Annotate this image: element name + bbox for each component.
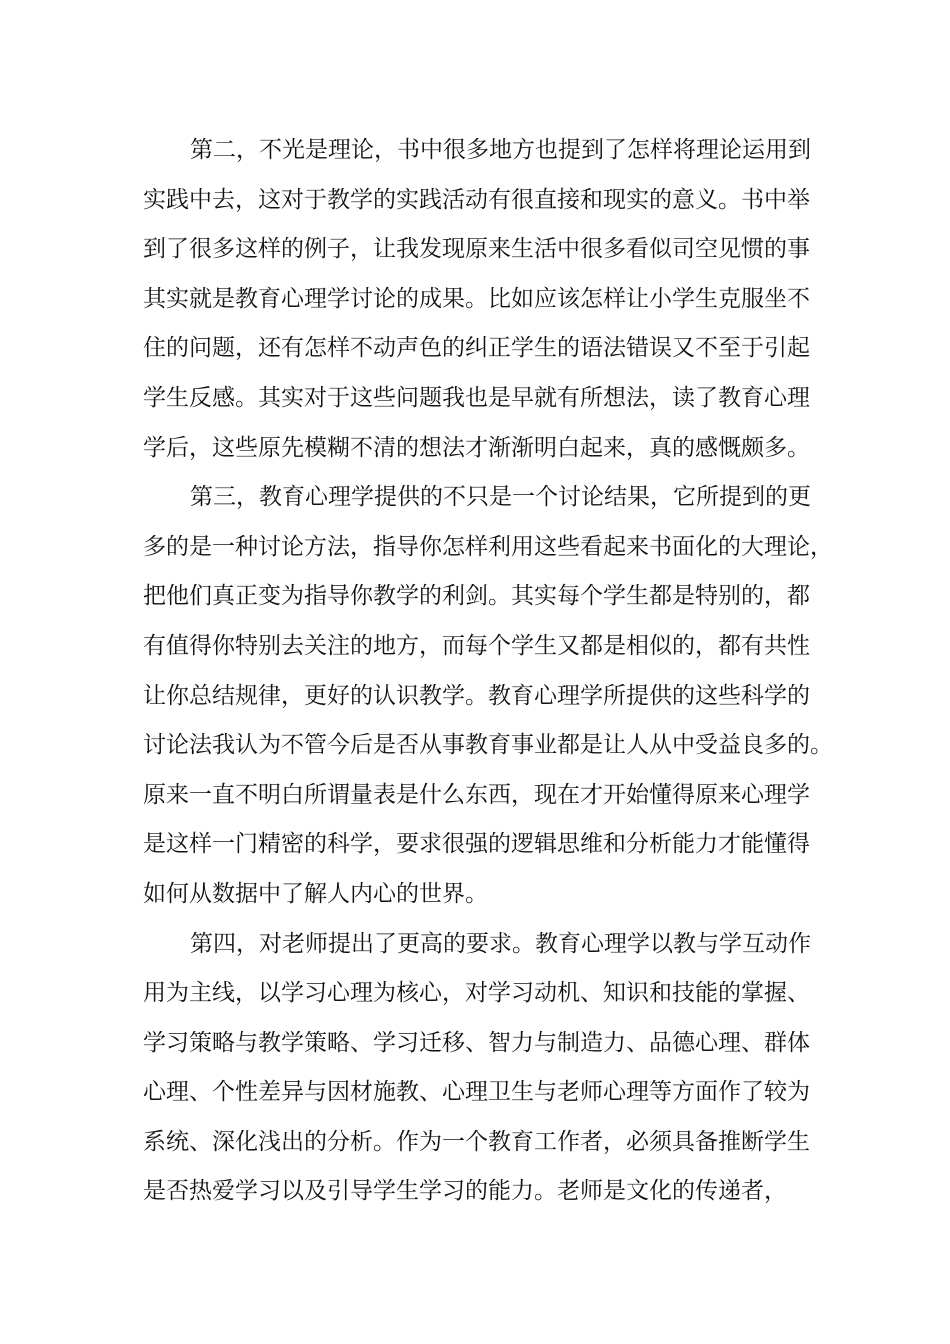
text-line: 住的问题，还有怎样不动声色的纠正学生的语法错误又不至于引起: [143, 335, 810, 362]
text-line: 是否热爱学习以及引导学生学习的能力。老师是文化的传递者，: [143, 1178, 787, 1205]
text-line: 多的是一种讨论方法，指导你怎样利用这些看起来书面化的大理论，: [143, 533, 833, 560]
text-line: 系统、深化浅出的分析。作为一个教育工作者，必须具备推断学生: [143, 1128, 810, 1155]
text-line: 心理、个性差异与因材施教、心理卫生与老师心理等方面作了较为: [143, 1079, 810, 1106]
text-line: 学后，这些原先模糊不清的想法才渐渐明白起来，真的感慨颇多。: [143, 434, 810, 461]
text-line: 用为主线，以学习心理为核心，对学习动机、知识和技能的掌握、: [143, 980, 810, 1007]
text-line: 是这样一门精密的科学，要求很强的逻辑思维和分析能力才能懂得: [143, 831, 810, 858]
document-body: [143, 126, 833, 1217]
text-line: 让你总结规律，更好的认识教学。教育心理学所提供的这些科学的: [143, 682, 810, 709]
text-line: 学习策略与教学策略、学习迁移、智力与制造力、品德心理、群体: [143, 1029, 810, 1056]
text-line: 原来一直不明白所谓量表是什么东西，现在才开始懂得原来心理学: [143, 781, 810, 808]
text-line: 第二，不光是理论，书中很多地方也提到了怎样将理论运用到: [190, 137, 811, 163]
text-line: 把他们真正变为指导你教学的利剑。其实每个学生都是特别的，都: [143, 583, 810, 610]
text-line: 其实就是教育心理学讨论的成果。比如应该怎样让小学生克服坐不: [143, 285, 810, 312]
paragraph-third-point: [143, 473, 833, 919]
text-line: 学生反感。其实对于这些问题我也是早就有所想法，读了教育心理: [143, 384, 810, 411]
text-line: 有值得你特别去关注的地方，而每个学生又都是相似的，都有共性: [143, 632, 810, 659]
text-line: 讨论法我认为不管今后是否从事教育事业都是让人从中受益良多的。: [143, 732, 833, 759]
text-line: 如何从数据中了解人内心的世界。: [143, 880, 488, 907]
text-line: 实践中去，这对于教学的实践活动有很直接和现实的意义。书中举: [143, 186, 810, 213]
text-line: 到了很多这样的例子，让我发现原来生活中很多看似司空见惯的事: [143, 236, 810, 263]
text-line: 第三，教育心理学提供的不只是一个讨论结果，它所提到的更: [190, 484, 811, 511]
paragraph-fourth-point: [143, 920, 823, 1218]
paragraph-second-point: [143, 126, 823, 473]
text-line: 第四，对老师提出了更高的要求。教育心理学以教与学互动作: [190, 930, 811, 957]
